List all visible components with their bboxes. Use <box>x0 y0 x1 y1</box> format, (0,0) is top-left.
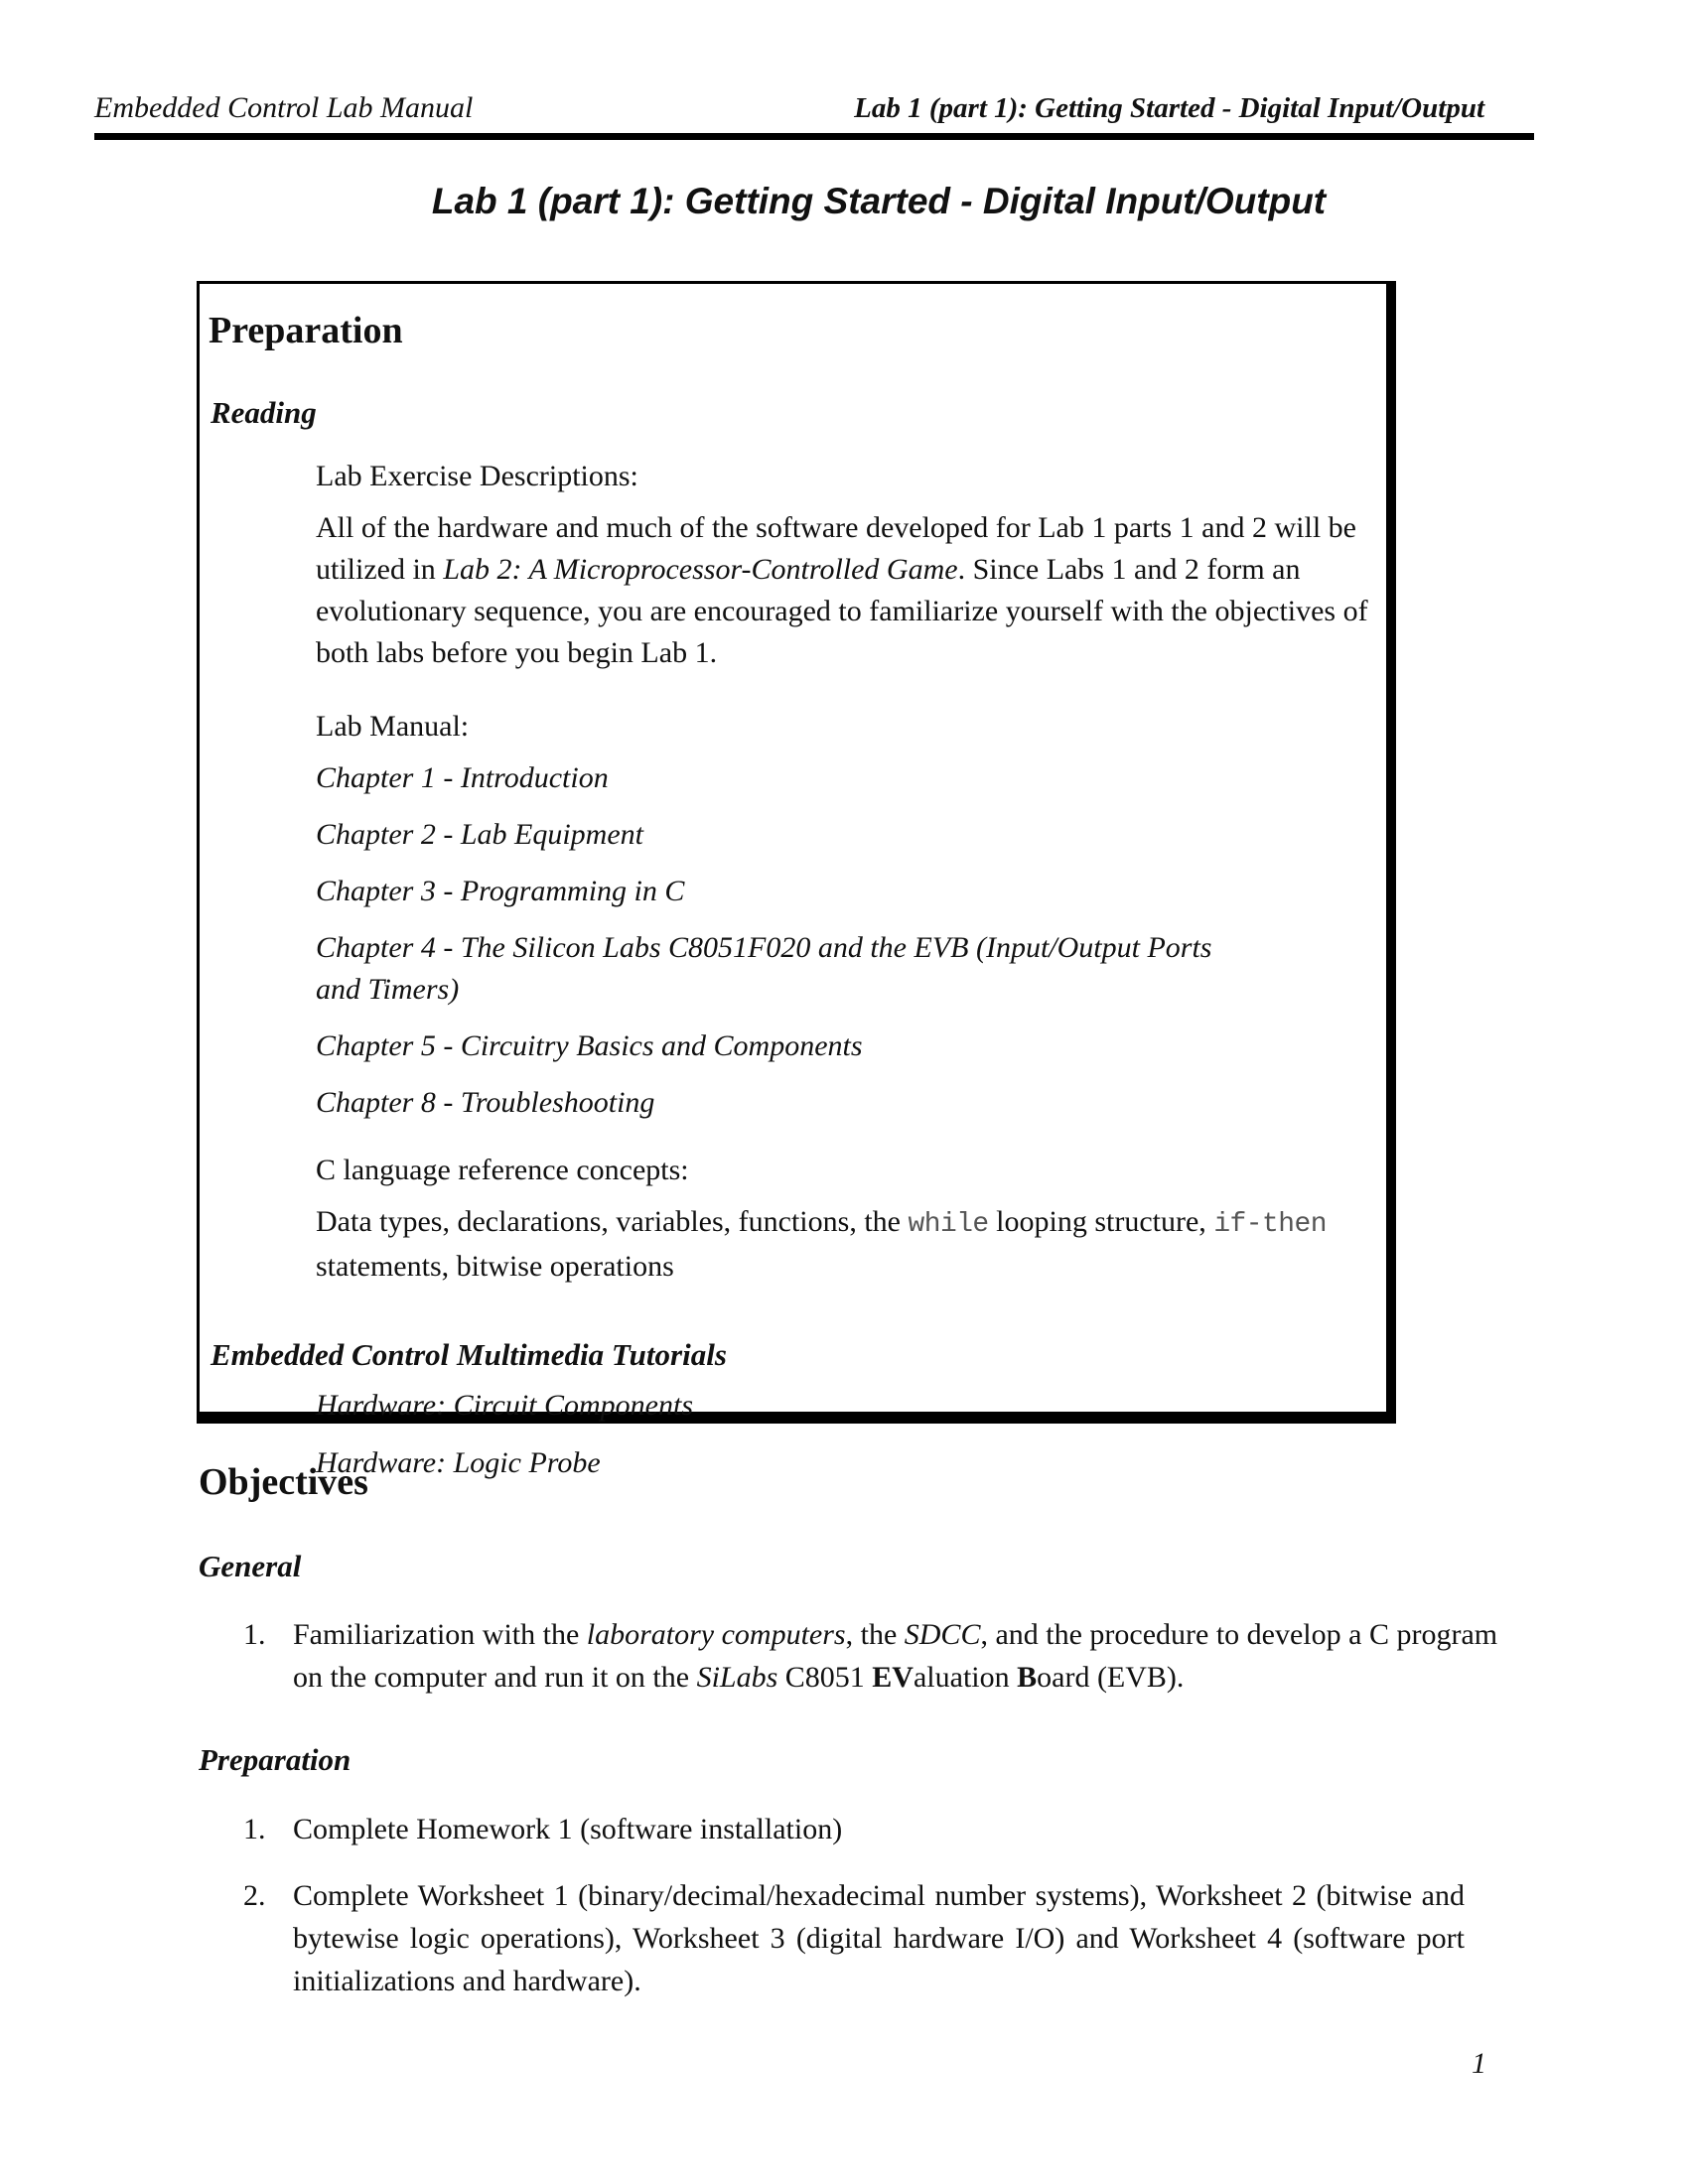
tutorial-item: Hardware: Logic Probe <box>316 1445 601 1479</box>
running-header <box>94 91 1534 140</box>
preparation-box <box>197 281 1396 1479</box>
c-reference-paragraph: Data types, declarations, variables, functions, the while looping structure, if-then statements, bitwise operations <box>316 1205 1327 1284</box>
tutorial-item: Hardware: Circuit Components <box>316 1388 693 1422</box>
chapter-item: Chapter 4 - The Silicon Labs C8051F020 and the EVB (Input/Output Ports and Timers) <box>316 931 1212 1007</box>
list-item-number: 1. <box>243 1618 266 1652</box>
general-heading: General <box>199 1548 302 1583</box>
list-item <box>199 1613 1539 1699</box>
lab-manual-label: Lab Manual: <box>316 710 470 744</box>
list-item <box>199 1808 1539 1850</box>
objectives-preparation-heading: Preparation <box>199 1742 352 1778</box>
objectives-heading: Objectives <box>199 1461 368 1503</box>
chapter-item: Chapter 2 - Lab Equipment <box>316 818 643 852</box>
chapter-item: Chapter 5 - Circuitry Basics and Components <box>316 1029 863 1063</box>
chapter-item: Chapter 1 - Introduction <box>316 761 609 795</box>
c-reference-label: C language reference concepts: <box>316 1154 689 1187</box>
lab-exercise-paragraph: All of the hardware and much of the software developed for Lab 1 parts 1 and 2 will be utilized in Lab 2: A Microprocessor-Controlled Game. Since Labs 1 and 2 form an evolutionary sequence, you are encouraged to familiarize yourself with the objectives of both labs before you begin Lab 1. <box>316 511 1368 670</box>
objectives-section <box>199 1461 1539 2026</box>
lab-exercise-label: Lab Exercise Descriptions: <box>316 460 638 493</box>
list-item-number: 2. <box>243 1878 266 1912</box>
general-list <box>199 1613 1539 1699</box>
preparation-box-heading: Preparation <box>209 310 403 351</box>
tutorials-heading: Embedded Control Multimedia Tutorials <box>211 1337 727 1373</box>
list-item-text: Familiarization with the laboratory computers, the SDCC, and the procedure to develop a C program on the computer and run it on the SiLabs C8051 EValuation Board (EVB). <box>293 1618 1498 1695</box>
preparation-list <box>199 1808 1539 2002</box>
header-manual-title: Embedded Control Lab Manual <box>94 91 474 124</box>
list-item-text: Complete Worksheet 1 (binary/decimal/hexadecimal number systems), Worksheet 2 (bitwise and bytewise logic operations), Worksheet 3 (digital hardware I/O) and Worksheet 4 (software port initializations and hardware). <box>293 1878 1465 1997</box>
reading-heading: Reading <box>211 394 317 430</box>
chapter-item: Chapter 8 - Troubleshooting <box>316 1086 655 1120</box>
reading-content <box>316 456 1386 1288</box>
list-item-text: Complete Homework 1 (software installation) <box>293 1812 843 1845</box>
page-number: 1 <box>1472 2047 1486 2080</box>
list-item-number: 1. <box>243 1812 266 1845</box>
header-lab-title: Lab 1 (part 1): Getting Started - Digital Input/Output <box>854 92 1484 124</box>
chapter-item: Chapter 3 - Programming in C <box>316 875 685 908</box>
page-title: Lab 1 (part 1): Getting Started - Digital Input/Output <box>431 181 1327 221</box>
list-item <box>199 1874 1539 2002</box>
